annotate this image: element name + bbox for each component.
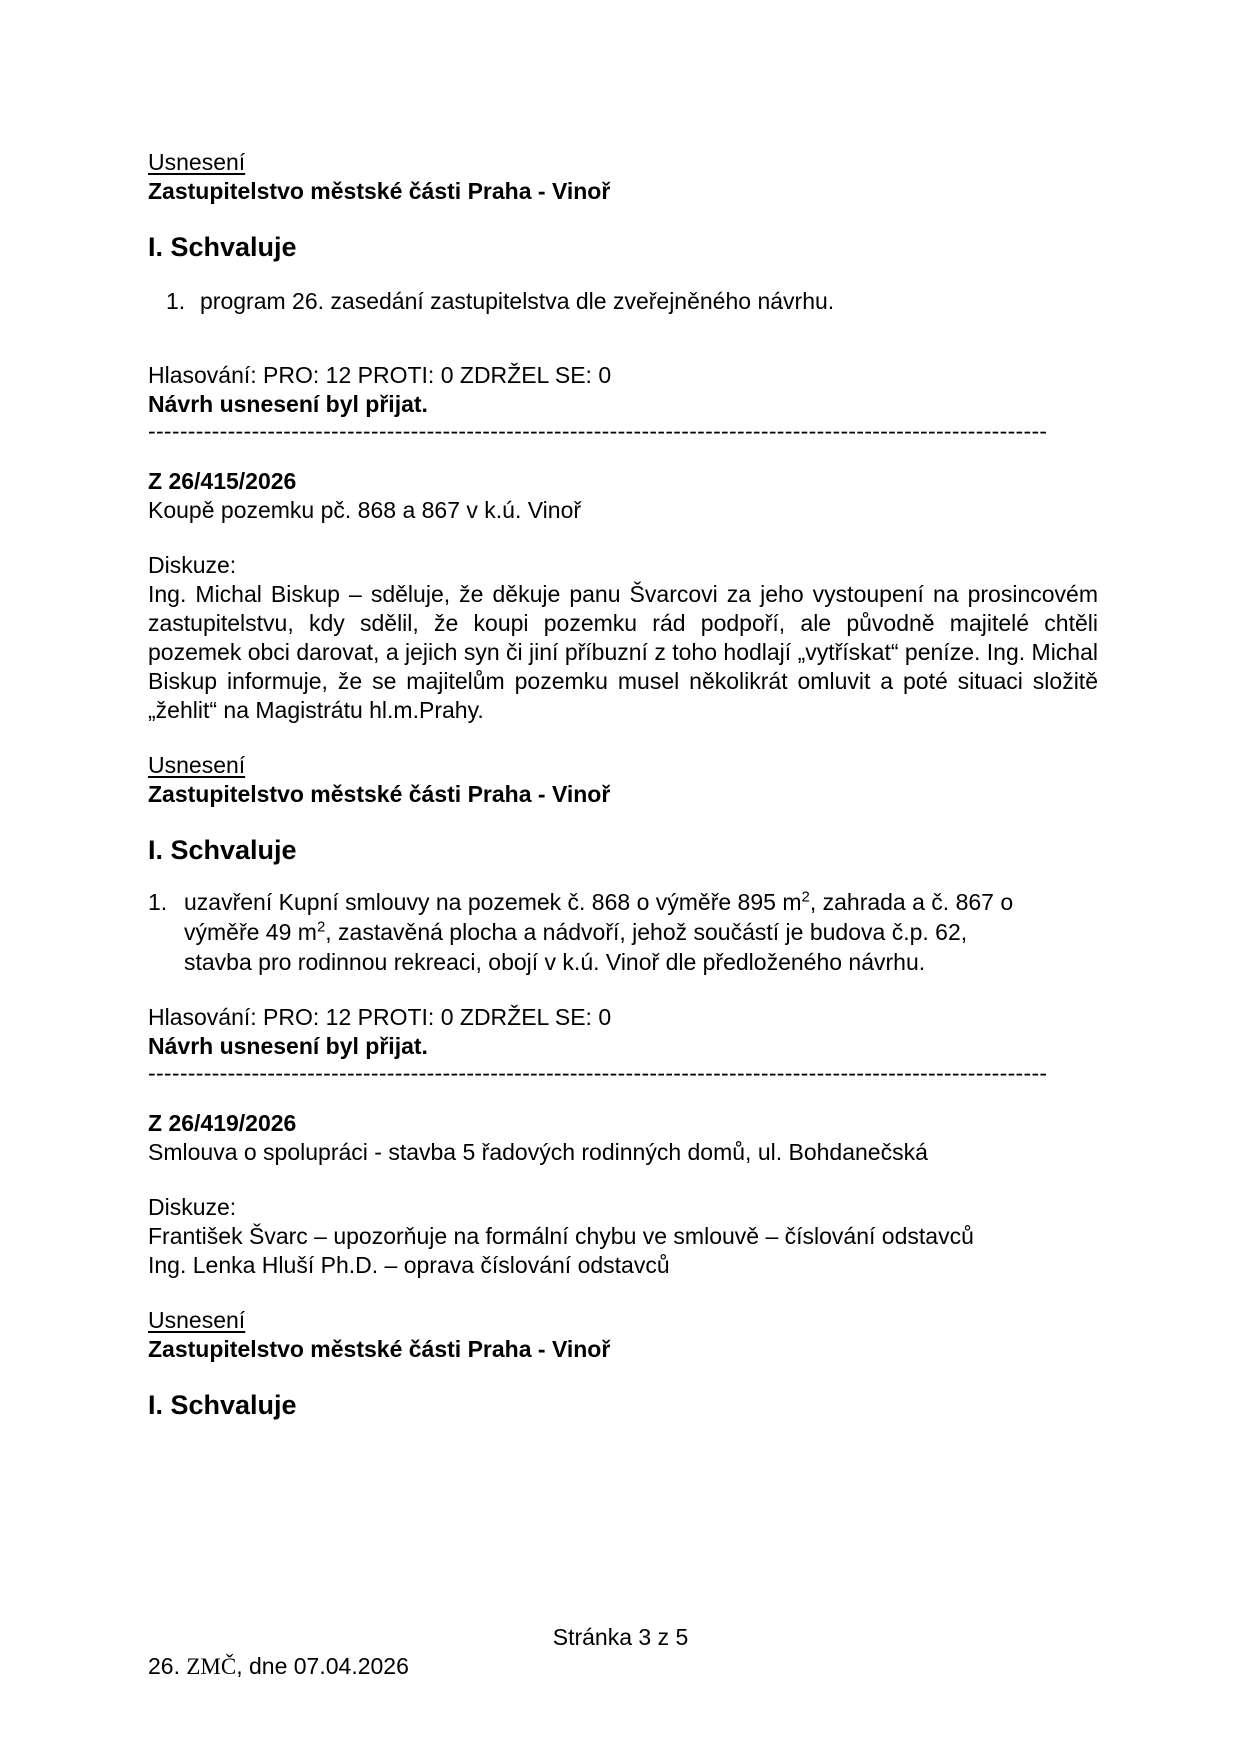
item-text: program 26. zasedání zastupitelstva dle zveřejněného návrhu. bbox=[200, 288, 835, 314]
superscript: 2 bbox=[316, 918, 326, 936]
item-number: 1. bbox=[148, 889, 168, 915]
separator-line: ----------------------------------------------------------------------------------------------------------------- bbox=[148, 1063, 1048, 1083]
resolution-item bbox=[148, 286, 1098, 316]
section-heading: I. Schvaluje bbox=[148, 232, 297, 262]
superscript: 2 bbox=[801, 888, 810, 906]
resolution-title: Koupě pozemku pč. 868 a 867 v k.ú. Vinoř bbox=[148, 497, 582, 523]
diskuze-label: Diskuze: bbox=[148, 1194, 237, 1220]
item-text-part: , zastavěná plocha a nádvoří, jehož součástí je budova č.p. 62, bbox=[325, 919, 968, 945]
resolution-list bbox=[148, 887, 1098, 977]
item-text-part: uzavření Kupní smlouvy na pozemek č. 868 o výměře 895 m bbox=[184, 889, 802, 915]
footer-prefix: 26. bbox=[148, 1653, 187, 1679]
usneseni-label: Usnesení bbox=[148, 149, 246, 175]
usneseni-label: Usnesení bbox=[148, 1307, 246, 1333]
resolution-id: Z 26/415/2026 bbox=[148, 468, 297, 494]
footer-date bbox=[148, 1653, 409, 1680]
council-name: Zastupitelstvo městské části Praha - Vinoř bbox=[148, 178, 611, 204]
footer-abbr: ZMČ bbox=[186, 1654, 237, 1679]
resolution-list bbox=[148, 286, 1098, 316]
page-number: Stránka 3 z 5 bbox=[552, 1624, 689, 1650]
diskuze-line: Ing. Lenka Hluší Ph.D. – oprava číslování odstavců bbox=[148, 1252, 670, 1278]
section-heading: I. Schvaluje bbox=[148, 835, 297, 865]
vote-result: Hlasování: PRO: 12 PROTI: 0 ZDRŽEL SE: 0 bbox=[148, 362, 612, 388]
resolution-item bbox=[148, 887, 1098, 977]
item-text-part: výměře 49 m bbox=[184, 919, 317, 945]
item-text-part: , zahrada a č. 867 o bbox=[809, 889, 1014, 915]
resolution-id: Z 26/419/2026 bbox=[148, 1110, 297, 1136]
council-name: Zastupitelstvo městské části Praha - Vinoř bbox=[148, 781, 611, 807]
item-number: 1. bbox=[166, 288, 186, 314]
diskuze-label: Diskuze: bbox=[148, 552, 237, 578]
resolution-status: Návrh usnesení byl přijat. bbox=[148, 1033, 428, 1059]
council-name: Zastupitelstvo městské části Praha - Vinoř bbox=[148, 1336, 611, 1362]
diskuze-text: Ing. Michal Biskup – sděluje, že děkuje panu Švarcovi za jeho vystoupení na prosincovém zastupitelstvu, kdy sdělil, že koupi pozemku rád podpoří, ale původně majitelé chtěli pozemek obci darovat, a jejich syn či jiní příbuzní z toho hodlají „vytřískat“ peníze. Ing. Michal Biskup informuje, že se majitelům pozemku musel několikrát omluvit a poté situaci složitě „žehlit“ na Magistrátu hl.m.Prahy. bbox=[148, 581, 1098, 723]
resolution-status: Návrh usnesení byl přijat. bbox=[148, 391, 428, 417]
document-page bbox=[148, 148, 1098, 1422]
footer-suffix: , dne 07.04.2026 bbox=[236, 1653, 409, 1679]
resolution-title: Smlouva o spolupráci - stavba 5 řadových rodinných domů, ul. Bohdanečská bbox=[148, 1139, 928, 1165]
item-text-part: stavba pro rodinnou rekreaci, obojí v k.ú. Vinoř dle předloženého návrhu. bbox=[184, 949, 926, 975]
usneseni-label: Usnesení bbox=[148, 752, 246, 778]
separator-line: ----------------------------------------------------------------------------------------------------------------- bbox=[148, 421, 1048, 441]
diskuze-line: František Švarc – upozorňuje na formální chybu ve smlouvě – číslování odstavců bbox=[148, 1223, 974, 1249]
vote-result: Hlasování: PRO: 12 PROTI: 0 ZDRŽEL SE: 0 bbox=[148, 1004, 612, 1030]
section-heading: I. Schvaluje bbox=[148, 1390, 297, 1420]
